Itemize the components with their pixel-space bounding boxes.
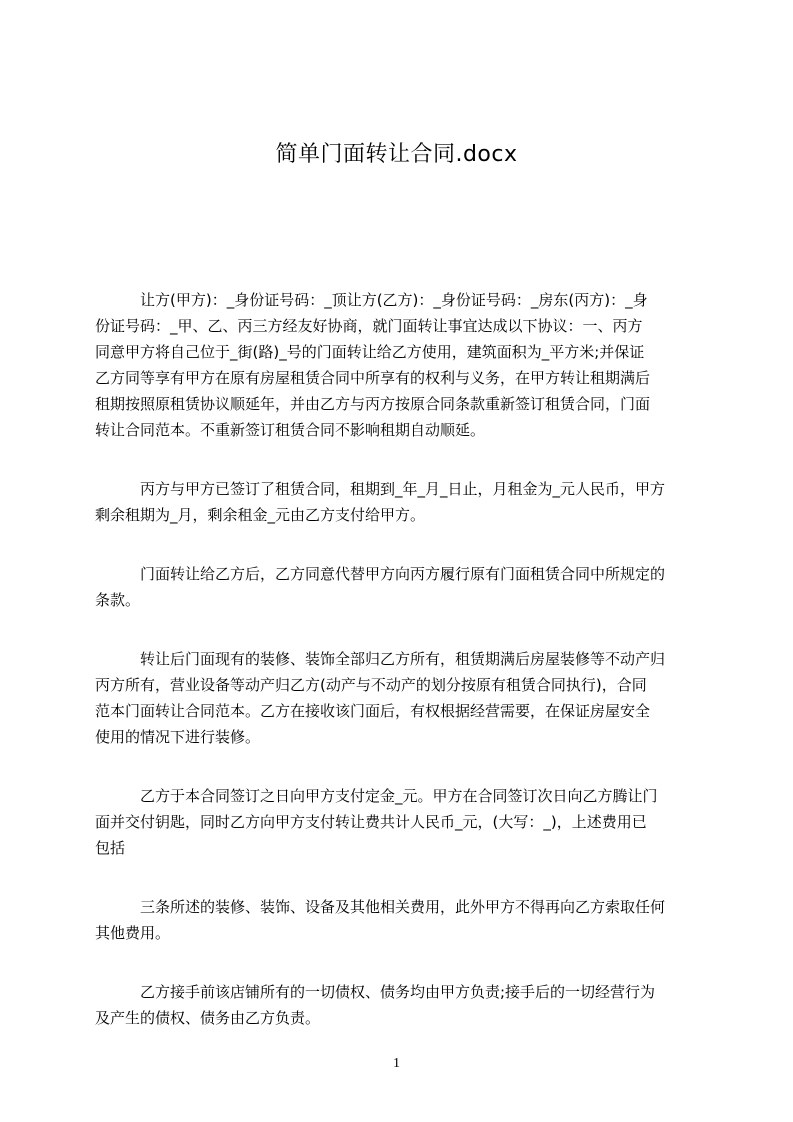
text-line: 乙方同等享有甲方在原有房屋租赁合同中所享有的权利与义务，在甲方转让租期满后 xyxy=(95,369,651,387)
text-line: 乙方于本合同签订之日向甲方支付定金_元。甲方在合同签订次日向乙方腾让门 xyxy=(140,787,658,805)
text-line: 面并交付钥匙，同时乙方向甲方支付转让费共计人民币_元，(大写：_)，上述费用已 xyxy=(95,813,647,831)
text-line: 范本门面转让合同范本。乙方在接收该门面后，有权根据经营需要，在保证房屋安全 xyxy=(95,702,651,720)
text-line: 租期按照原租赁协议顺延年，并由乙方与丙方按原合同条款重新签订租赁合同，门面 xyxy=(95,395,651,413)
text-line: 份证号码：_甲、乙、丙三方经友好协商，就门面转让事宜达成以下协议：一、丙方 xyxy=(95,317,643,335)
text-line: 转让合同范本。不重新签订租赁合同不影响租期自动顺延。 xyxy=(95,421,486,439)
text-line: 三条所述的装修、装饰、设备及其他相关费用，此外甲方不得再向乙方索取任何 xyxy=(140,898,666,916)
text-line: 及产生的债权、债务由乙方负责。 xyxy=(95,1009,321,1027)
text-line: 转让后门面现有的装修、装饰全部归乙方所有，租赁期满后房屋装修等不动产归 xyxy=(140,650,666,668)
document-title: 简单门面转让合同.docx xyxy=(275,142,518,167)
text-line: 其他费用。 xyxy=(95,924,171,942)
paragraph-lease-term xyxy=(95,476,705,528)
text-line: 丙方与甲方已签订了租赁合同，租期到_年_月_日止，月租金为_元人民币，甲方 xyxy=(140,480,666,498)
paragraph-deposit xyxy=(95,783,705,861)
text-line: 让方(甲方)：_身份证号码：_顶让方(乙方)：_身份证号码：_房东(丙方)：_身 xyxy=(140,291,648,309)
text-line: 剩余租期为_月，剩余租金_元由乙方支付给甲方。 xyxy=(95,506,426,524)
paragraph-obligations xyxy=(95,561,705,613)
text-line: 使用的情况下进行装修。 xyxy=(95,728,261,746)
text-line: 丙方所有，营业设备等动产归乙方(动产与不动产的划分按原有租赁合同执行)，合同 xyxy=(95,676,647,694)
paragraph-decoration xyxy=(95,646,705,750)
paragraph-debts xyxy=(95,979,705,1031)
text-line: 同意甲方将自己位于_街(路)_号的门面转让给乙方使用，建筑面积为_平方米;并保证 xyxy=(95,343,645,361)
text-line: 乙方接手前该店铺所有的一切债权、债务均由甲方负责;接手后的一切经营行为 xyxy=(140,983,656,1001)
text-line: 条款。 xyxy=(95,591,141,609)
paragraph-parties xyxy=(95,287,705,443)
text-line: 包括 xyxy=(95,839,126,857)
paragraph-fees xyxy=(95,894,705,946)
text-line: 门面转让给乙方后，乙方同意代替甲方向丙方履行原有门面租赁合同中所规定的 xyxy=(140,565,666,583)
document-body xyxy=(95,287,705,1064)
page-number: 1 xyxy=(393,1056,400,1071)
